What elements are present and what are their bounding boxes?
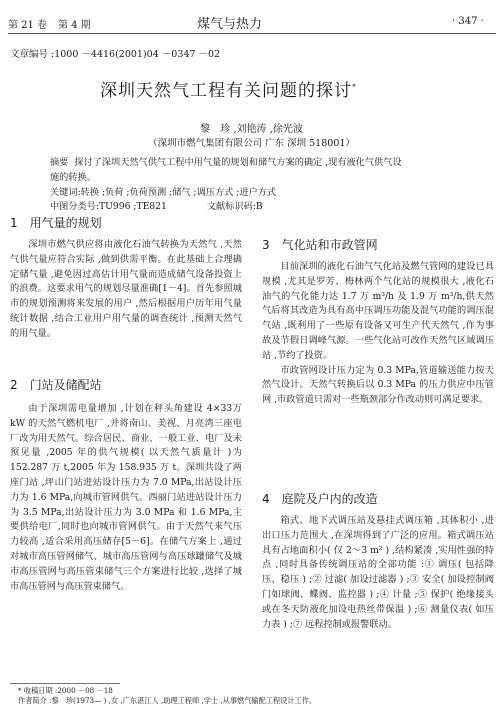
header-rule xyxy=(8,33,496,34)
abstract-label: 摘要 xyxy=(50,157,69,168)
section-3-heading: 3 气化站和市政管网 xyxy=(262,238,378,252)
keywords-label: 关键词 xyxy=(50,186,78,198)
article-title xyxy=(100,76,357,101)
abstract xyxy=(50,156,460,215)
section-3-paragraph-2: 市政管网设计压力定为 0.3 MPa,管道输送能力按天然气设计。天然气转换后以 0.3 MPa 的压力供应中压管网 ,市政管道只需对一些瓶颈部分作改动则可满足要求。 xyxy=(262,364,494,406)
section-4-body xyxy=(262,514,494,632)
abstract-text-1: 探讨了深圳天然气供气工程中用气量的规划和储气方案的确定 ,现有液化气供气设 xyxy=(74,157,402,168)
doc-code-label: 文献标识码 xyxy=(206,201,253,213)
page-number: · 347 · xyxy=(452,16,484,27)
section-1-body xyxy=(10,238,242,342)
section-1-paragraph: 深圳市燃气供应将由液化石油气转换为天然气 ,天然气供气量应符合实际 ,做到供需平衡。在此基础上合理确定储气量 ,避免因过高估计用气量而造成储气设备投资上的浪费。这要求用气的规划尽量准确[1－4]。首先参照城市的规划预测将来发展的用户 ,然后根据用户历年用气量统计数据 ,结合工业用户用气量的调查统计 ,预测天然气的用气量。 xyxy=(10,239,242,339)
title-footnote-mark: * xyxy=(352,82,357,92)
section-1-heading: 1 用气量的规划 xyxy=(10,216,102,230)
section-2-body xyxy=(10,402,242,594)
section-4-heading: 4 庭院及户内的改造 xyxy=(262,492,378,506)
doc-code: :B xyxy=(252,201,263,213)
title-text: 深圳天然气工程有关问题的探讨 xyxy=(100,81,352,101)
section-2-heading: 2 门站及储配站 xyxy=(10,378,102,392)
affiliation: （深圳市燃气集团有限公司 广东 深圳 518001） xyxy=(148,138,355,149)
section-4-paragraph: 箱式、地下式调压站及悬挂式调压箱 ,其体积小 ,进出口压力范围大 ,在深圳得到了广泛的应用。箱式调压站具有占地面积小( 仅 2～3 m² ) ,结构紧凑 ,实用性强的特点 ,同时具备传统调压站的全部功能 :① 调压( 包括降压、稳压 ) ;② 过滤( 加设过滤器 ) ;③ 安全( 加设控制阀门如球阀、蝶阀、监控器 ) ;④ 计量 ;⑤ 保护( 绝缘接头或在冬天防液化加设电热丝带保温 ) ;⑥ 测量仪表( 如压力表 ) ;⑦ 远程控制或报警联动。 xyxy=(262,515,494,630)
author-bio: 作者简介 :黎 珍(1973— ) ,女 ,广东湛江人 ,助理工程师 ,学士 ,从事燃气输配工程设计工作。 xyxy=(18,696,317,705)
journal-name: 煤气与热力 xyxy=(197,17,263,32)
clc-label: 中图分类号 xyxy=(50,201,96,213)
keywords: :转换 ;负荷 ;负荷预测 ;储气 ;调压方式 ;进户方式 xyxy=(77,186,277,198)
section-3-body xyxy=(262,260,494,408)
footnote xyxy=(18,686,498,706)
section-3-paragraph-1: 目前深圳的液化石油气气化站及燃气管网的建设已具规模 ,尤其是罗芳、梅林两个气化站的规模很大 ,液化石油气的气化能力达 1.7 万 m³/h 及 1.9 万 m³/h,供天然气后将其改造为具有高中压调压功能及混气功能的调压混气站 ,既利用了一些原有设备又可生产代天然气 ,作为事故及节假日调峰气源。一些气化站可改作天然气区域调压站 ,节约了投资。 xyxy=(262,261,494,361)
authors: 黎 珍 ,刘艳涛 ,徐光波 xyxy=(200,124,303,135)
article-number: 文章编号 :1000 －4416(2001)04 －0347 －02 xyxy=(10,49,221,60)
abstract-text-2: 施的转换。 xyxy=(50,171,96,183)
footnote-mark: * xyxy=(18,686,22,695)
received-date: 收稿日期 :2000 －08 －18 xyxy=(23,686,113,695)
clc-code: :TU996 ;TE821 xyxy=(95,201,167,213)
section-2-paragraph: 由于深圳需电量增加 ,计划在秤头角建设 4×33万 kW 的天然气燃机电厂 ,并将南山、美视、月亮湾三座电厂改为用天然气。综合居民、商业、一般工业、电厂及未预见量 ,2005 年的供气规模( 以天然气质量计 )为 152.287 万 t,2005 年为 158.935 万 t。深圳共设了两座门站 ,坪山门站进站设计压力为 7.0 MPa,出站设计压力为 1.6 MPa,向城市管网供气。西丽门站进站设计压力为 3.5 MPa,出站设计压力为 3.0 MPa 和 1.6 MPa,主要供给电厂,同时也向城市管网供气。由于天然气来气压力较高 ,适合采用高压储存[5－6]。在储气方案上 ,通过对城市高压管网储气、城市高压管网与高压球罐储气及城市高压管网与高压管束储气三个方案进行比较 ,选择了城市高压管网与高压管束储气。 xyxy=(10,403,242,592)
footnote-rule xyxy=(10,683,120,684)
header-volume: 第 21 卷 xyxy=(8,20,48,31)
header-issue: 第 4 期 xyxy=(58,20,91,31)
